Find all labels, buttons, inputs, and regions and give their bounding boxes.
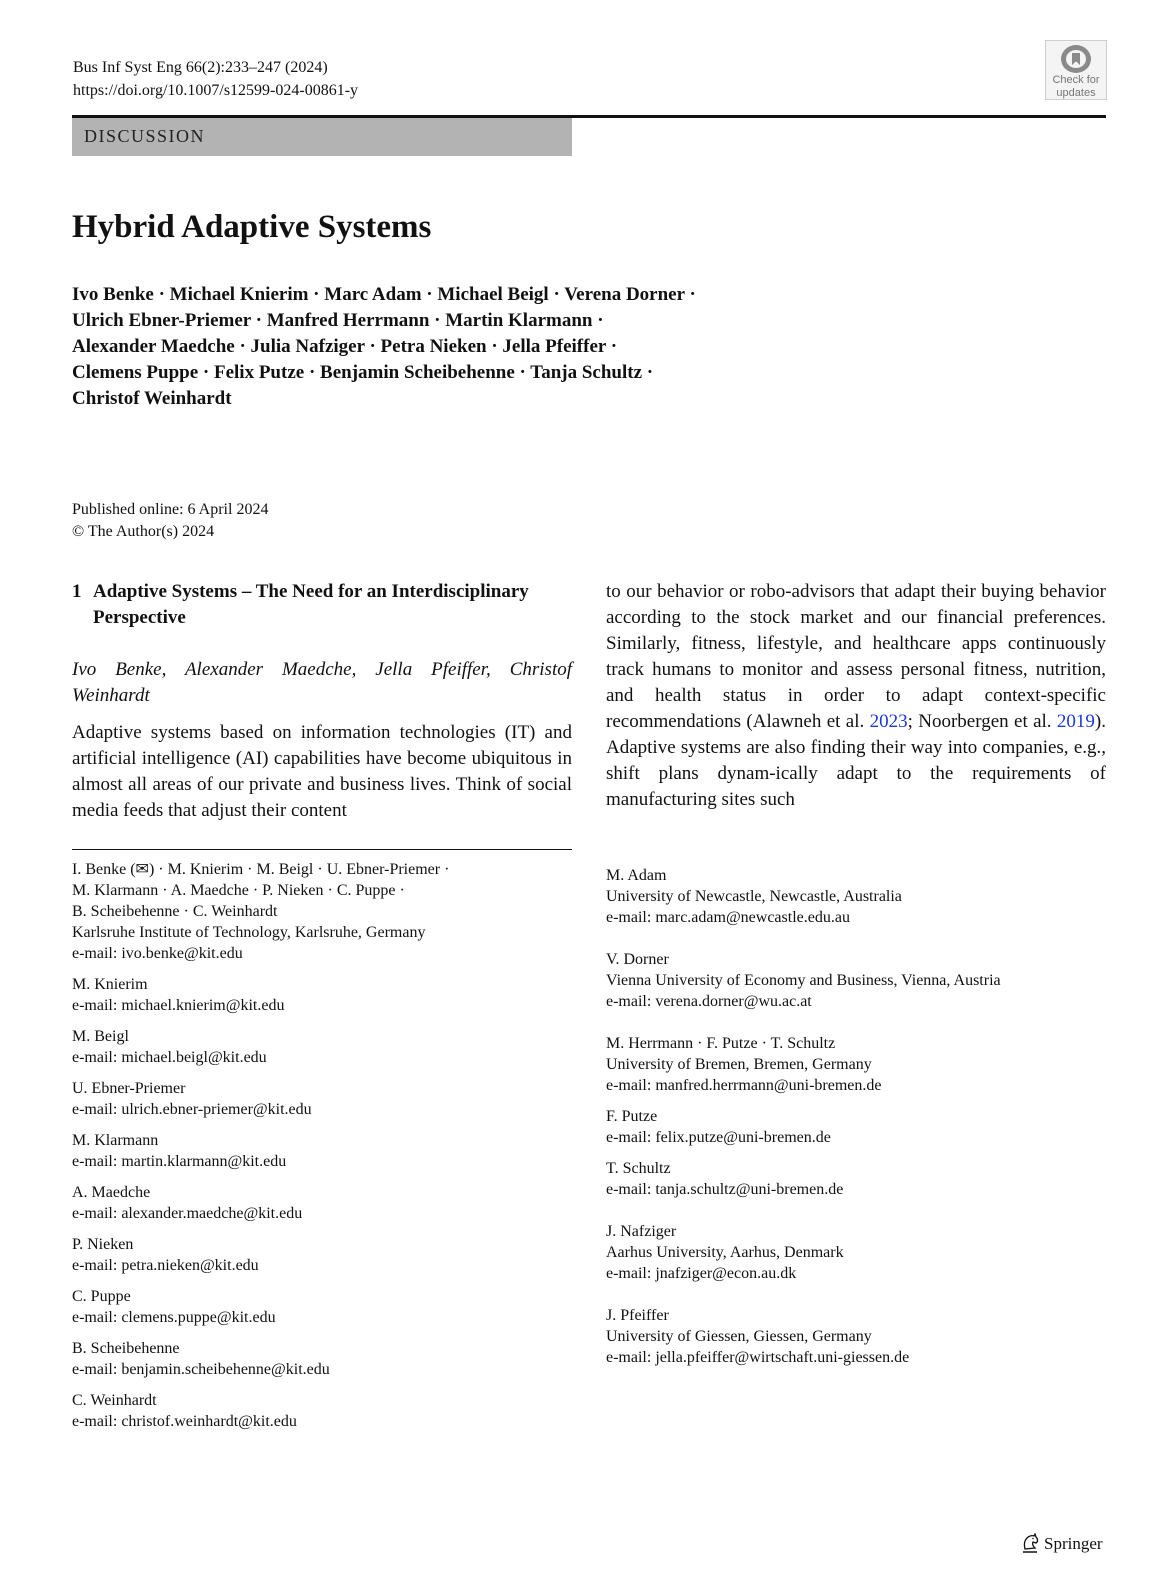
publisher-logo [1020, 1533, 1103, 1555]
email[interactable]: e-mail: jnafziger@econ.au.dk [606, 1265, 797, 1282]
bookmark-icon [1061, 45, 1091, 73]
author-line: Alexander Maedche · Julia Nafziger · Petra Nieken · Jella Pfeiffer · [72, 336, 618, 357]
publisher-name: Springer [1044, 1534, 1103, 1553]
affiliation-block [72, 1182, 572, 1224]
email[interactable]: e-mail: manfred.herrmann@uni-bremen.de [606, 1077, 882, 1094]
affiliation-block [72, 1390, 572, 1432]
author-line: Ivo Benke · Michael Knierim · Marc Adam · Michael Beigl · Verena Dorner · [72, 284, 696, 305]
email[interactable]: e-mail: alexander.maedche@kit.edu [72, 1205, 303, 1222]
check-updates-line2: updates [1056, 87, 1096, 99]
check-for-updates-badge[interactable] [1045, 40, 1107, 100]
affiliation-block [606, 1221, 1106, 1284]
aff-name: J. Nafziger [606, 1223, 677, 1240]
section-title: Adaptive Systems – The Need for an Interdisciplinary Perspective [93, 581, 529, 628]
body-paragraph-left: Adaptive systems based on information technologies (IT) and artificial intelligence (AI) capabilities have become ubiquitous in almost all areas of our private and business lives. Think of social media feeds that adjust their content [72, 722, 572, 821]
aff-name: P. Nieken [72, 1236, 134, 1253]
publication-info [72, 499, 268, 542]
doi-link[interactable]: https://doi.org/10.1007/s12599-024-00861-y [73, 82, 359, 99]
email[interactable]: e-mail: christof.weinhardt@kit.edu [72, 1413, 297, 1430]
aff-name: F. Putze [606, 1108, 658, 1125]
email[interactable]: e-mail: benjamin.scheibehenne@kit.edu [72, 1361, 330, 1378]
affiliation-block [606, 1106, 1106, 1148]
email[interactable]: e-mail: martin.klarmann@kit.edu [72, 1153, 287, 1170]
author-line: Ulrich Ebner-Priemer · Manfred Herrmann · Martin Klarmann · [72, 310, 604, 331]
aff-name: M. Knierim [72, 976, 148, 993]
aff-name: U. Ebner-Priemer [72, 1080, 186, 1097]
affiliation-block [606, 865, 1106, 928]
aff-name: C. Weinhardt [72, 1392, 157, 1409]
email[interactable]: e-mail: felix.putze@uni-bremen.de [606, 1129, 831, 1146]
aff-name: V. Dorner [606, 951, 669, 968]
affiliation-block [72, 974, 572, 1016]
aff-line: M. Klarmann · A. Maedche · P. Nieken · C. Puppe · [72, 882, 405, 899]
aff-name: A. Maedche [72, 1184, 151, 1201]
body-text-segment: ). Adaptive systems are also finding their way into companies, e.g., shift plans dynam-ically adapt to the requirements of manufacturing sites such [606, 711, 1106, 810]
email[interactable]: e-mail: petra.nieken@kit.edu [72, 1257, 259, 1274]
footnote-rule [72, 849, 572, 850]
email[interactable]: e-mail: ivo.benke@kit.edu [72, 945, 243, 962]
published-date: Published online: 6 April 2024 [72, 501, 269, 518]
citation-link-alawneh[interactable]: 2023 [869, 711, 908, 732]
affiliation-block [606, 1158, 1106, 1200]
author-list [72, 282, 832, 412]
affiliation-block [72, 1286, 572, 1328]
affiliation-block [606, 949, 1106, 1012]
section-heading [72, 579, 572, 631]
aff-line: I. Benke (✉) · M. Knierim · M. Beigl · U. Ebner-Priemer · [72, 861, 450, 878]
citation-link-noorbergen[interactable]: 2019 [1056, 711, 1095, 732]
aff-name: M. Adam [606, 867, 667, 884]
aff-institution: University of Newcastle, Newcastle, Australia [606, 888, 902, 905]
affiliation-block [72, 1026, 572, 1068]
section-number: 1 [72, 581, 82, 602]
article-title: Hybrid Adaptive Systems [72, 209, 432, 245]
aff-name: M. Beigl [72, 1028, 129, 1045]
affiliation-block [72, 1338, 572, 1380]
aff-institution: Aarhus University, Aarhus, Denmark [606, 1244, 844, 1261]
category-label: DISCUSSION [84, 126, 206, 146]
affiliations-left [72, 859, 572, 1442]
affiliation-block [606, 1305, 1106, 1368]
body-text-segment: to our behavior or robo-advisors that adapt their buying behavior according to the stock market and our financial preferences. Similarly, fitness, lifestyle, and healthcare apps continuously track humans to monitor and assess personal fitness, nutrition, and health status in order to adapt context-specific recommendations (Alawneh et al. [606, 581, 1106, 732]
email[interactable]: e-mail: michael.knierim@kit.edu [72, 997, 285, 1014]
copyright: © The Author(s) 2024 [72, 522, 215, 540]
aff-name: M. Klarmann [72, 1132, 159, 1149]
aff-line: Karlsruhe Institute of Technology, Karlsruhe, Germany [72, 924, 426, 941]
affiliation-block [72, 1078, 572, 1120]
check-updates-line1: Check for [1052, 74, 1100, 86]
body-paragraph-right [606, 579, 1106, 813]
email[interactable]: e-mail: clemens.puppe@kit.edu [72, 1309, 276, 1326]
email[interactable]: e-mail: jella.pfeiffer@wirtschaft.uni-giessen.de [606, 1349, 910, 1366]
journal-reference: Bus Inf Syst Eng 66(2):233–247 (2024) [73, 59, 328, 76]
email[interactable]: e-mail: marc.adam@newcastle.edu.au [606, 909, 850, 926]
aff-name: M. Herrmann · F. Putze · T. Schultz [606, 1035, 836, 1052]
aff-institution: University of Giessen, Giessen, Germany [606, 1328, 872, 1345]
aff-name: C. Puppe [72, 1288, 131, 1305]
aff-institution: Vienna University of Economy and Business, Vienna, Austria [606, 972, 1001, 989]
email[interactable]: e-mail: ulrich.ebner-priemer@kit.edu [72, 1101, 312, 1118]
affiliation-block [72, 1234, 572, 1276]
affiliation-block [72, 859, 572, 964]
section-authors: Ivo Benke, Alexander Maedche, Jella Pfeiffer, Christof Weinhardt [72, 659, 572, 706]
author-line: Christof Weinhardt [72, 388, 232, 409]
affiliations-right [606, 865, 1106, 1378]
email[interactable]: e-mail: verena.dorner@wu.ac.at [606, 993, 812, 1010]
aff-line: B. Scheibehenne · C. Weinhardt [72, 903, 278, 920]
email[interactable]: e-mail: michael.beigl@kit.edu [72, 1049, 267, 1066]
aff-name: B. Scheibehenne [72, 1340, 180, 1357]
affiliation-block [72, 1130, 572, 1172]
body-text-segment: ; Noorbergen et al. [907, 711, 1057, 732]
email[interactable]: e-mail: tanja.schultz@uni-bremen.de [606, 1181, 844, 1198]
aff-institution: University of Bremen, Bremen, Germany [606, 1056, 872, 1073]
aff-name: T. Schultz [606, 1160, 671, 1177]
affiliation-block [606, 1033, 1106, 1096]
springer-horse-icon [1020, 1533, 1040, 1555]
author-line: Clemens Puppe · Felix Putze · Benjamin Scheibehenne · Tanja Schultz · [72, 362, 654, 383]
aff-name: J. Pfeiffer [606, 1307, 669, 1324]
